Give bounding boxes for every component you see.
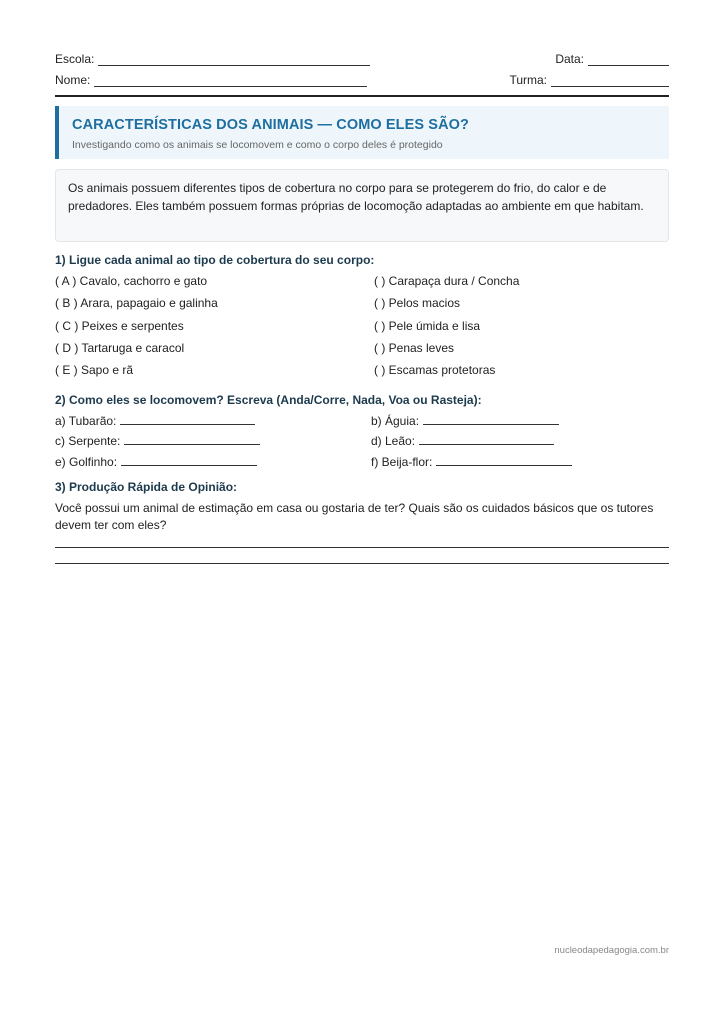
- q1-left-item: ( B ) Arara, papagaio e galinha: [55, 296, 218, 310]
- q2-item-label: b) Águia:: [371, 414, 420, 428]
- q1-right-item[interactable]: ( ) Penas leves: [374, 341, 455, 355]
- answer-line[interactable]: [55, 563, 669, 564]
- answer-field[interactable]: [120, 414, 255, 425]
- header-row-2: [55, 73, 669, 91]
- q1-right-item[interactable]: ( ) Pele úmida e lisa: [374, 319, 481, 333]
- question-2-title: 2) Como eles se locomovem? Escreva (Anda/Corre, Nada, Voa ou Rasteja):: [55, 393, 482, 407]
- school-field[interactable]: [98, 52, 370, 66]
- worksheet-title: CARACTERÍSTICAS DOS ANIMAIS — COMO ELES SÃO?: [72, 117, 469, 133]
- q1-right-item[interactable]: ( ) Escamas protetoras: [374, 363, 496, 377]
- intro-text: Os animais possuem diferentes tipos de cobertura no corpo para se protegerem do frio, do calor e de predadores. Eles também possuem formas próprias de locomoção adaptadas ao ambiente em que habitam.: [55, 169, 669, 242]
- question-3-title: 3) Produção Rápida de Opinião:: [55, 480, 238, 494]
- answer-field[interactable]: [121, 455, 257, 466]
- q1-right-item[interactable]: ( ) Pelos macios: [374, 296, 461, 310]
- q2-item-f: [371, 455, 572, 469]
- worksheet-subtitle: Investigando como os animais se locomovem e como o corpo deles é protegido: [72, 139, 443, 151]
- answer-line[interactable]: [55, 547, 669, 548]
- question-1-title: 1) Ligue cada animal ao tipo de cobertura do seu corpo:: [55, 253, 375, 267]
- q1-left-item: ( D ) Tartaruga e caracol: [55, 341, 185, 355]
- class-field[interactable]: [551, 73, 669, 87]
- date-field[interactable]: [588, 52, 669, 66]
- header-row-1: [55, 52, 669, 70]
- q2-item-label: f) Beija-flor:: [371, 455, 433, 469]
- q1-left-item: ( C ) Peixes e serpentes: [55, 319, 184, 333]
- question-3-text: Você possui um animal de estimação em casa ou gostaria de ter? Quais são os cuidados básicos que os tutores devem ter com eles?: [55, 501, 654, 532]
- footer-site: nucleodapedagogia.com.br: [554, 945, 669, 956]
- header-divider: [55, 95, 669, 97]
- q2-item-e: [55, 455, 257, 469]
- q2-item-c: [55, 434, 260, 448]
- answer-field[interactable]: [423, 414, 559, 425]
- q2-item-b: [371, 414, 559, 428]
- school-label: Escola:: [55, 52, 95, 66]
- q2-item-d: [371, 434, 554, 448]
- answer-field[interactable]: [436, 455, 572, 466]
- name-field[interactable]: [94, 73, 367, 87]
- class-label: Turma:: [509, 73, 547, 87]
- q2-item-a: [55, 414, 255, 428]
- q1-left-item: ( A ) Cavalo, cachorro e gato: [55, 274, 208, 288]
- worksheet-page: [55, 0, 669, 1024]
- q2-item-label: d) Leão:: [371, 434, 416, 448]
- q2-item-label: c) Serpente:: [55, 434, 121, 448]
- date-label: Data:: [555, 52, 584, 66]
- q2-item-label: e) Golfinho:: [55, 455, 118, 469]
- answer-field[interactable]: [124, 434, 260, 445]
- title-block: [55, 106, 669, 159]
- answer-field[interactable]: [419, 434, 554, 445]
- q2-item-label: a) Tubarão:: [55, 414, 117, 428]
- name-label: Nome:: [55, 73, 91, 87]
- q1-left-item: ( E ) Sapo e rã: [55, 363, 134, 377]
- q1-right-item[interactable]: ( ) Carapaça dura / Concha: [374, 274, 520, 288]
